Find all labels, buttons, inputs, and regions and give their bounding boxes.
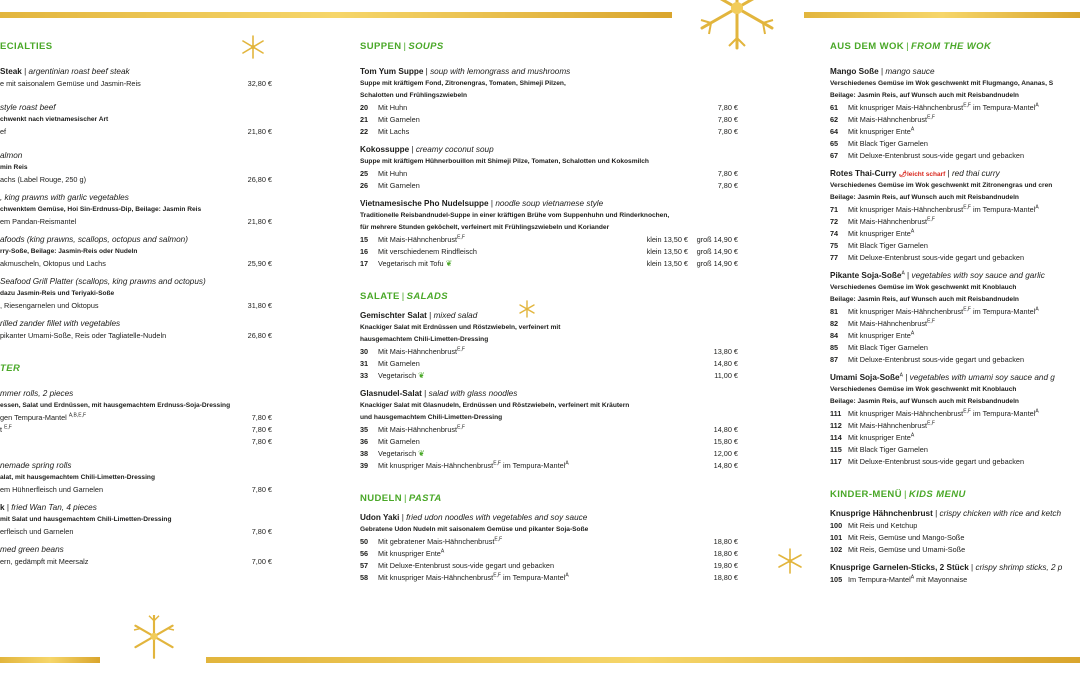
price-row: t $^{E,F}$ 7,80 €	[0, 424, 272, 434]
section-heading-salads: SALATE | SALADS	[360, 291, 449, 302]
dish-title: almon	[0, 151, 23, 160]
gold-bar-bottom-left	[0, 657, 100, 663]
dish-title: k | fried Wan Tan, 4 pieces	[0, 503, 97, 512]
dish-description: Beilage: Jasmin Reis, auf Wunsch auch mit Reisbandnudeln	[830, 92, 1019, 99]
menu-row: 101 Mit Reis, Gemüse und Mango-Soße	[830, 533, 965, 542]
dish-title: Vietnamesische Pho Nudelsuppe | noodle soup vietnamese style	[360, 199, 604, 208]
menu-row: 105 Im Tempura-Mantel$^A$ mit Mayonnaise	[830, 574, 968, 584]
dish-description: dazu Jasmin-Reis und Teriyaki-Soße	[0, 290, 115, 297]
dish-description: min Reis	[0, 164, 28, 171]
section-heading-specialties: ECIALTIES	[0, 41, 53, 52]
dish-description: alat, mit hausgemachtem Chili-Limetten-Dressing	[0, 474, 155, 481]
vegetarian-leaf-icon: ❦	[445, 259, 453, 268]
dish-description: Verschiedenes Gemüse im Wok geschwenkt mit Knoblauch	[830, 284, 1017, 291]
menu-row: 102 Mit Reis, Gemüse und Umami-Soße	[830, 545, 966, 554]
menu-row: 65 Mit Black Tiger Garnelen	[830, 139, 928, 148]
price-row: 56 Mit knuspriger Ente$^A$ 18,80 €	[360, 548, 738, 558]
dish-title: style roast beef	[0, 103, 56, 112]
menu-row: 75 Mit Black Tiger Garnelen	[830, 241, 928, 250]
dish-description: hausgemachtem Chili-Limetten-Dressing	[360, 336, 489, 343]
price-row: 36 Mit Garnelen 15,80 €	[360, 437, 738, 446]
dish-title: Knusprige Garnelen-Sticks, 2 Stück | crispy shrimp sticks, 2 p	[830, 563, 1063, 572]
price-row: 17 Vegetarisch mit Tofu ❦ klein 13,50 € groß 14,90 €	[360, 259, 738, 268]
dish-description: und hausgemachtem Chili-Limetten-Dressing	[360, 414, 503, 421]
dish-description: mit Salat und hausgemachtem Chili-Limetten-Dressing	[0, 516, 172, 523]
price-row: 50 Mit gebratener Mais-Hähnchenbrust$^{E,F}$ 18,80 €	[360, 536, 738, 546]
menu-row: 117 Mit Deluxe-Entenbrust sous-vide gegart und gebacken	[830, 457, 1025, 466]
gold-bar-top-left	[0, 12, 672, 18]
menu-column-middle	[360, 40, 738, 584]
dish-title: nemade spring rolls	[0, 461, 72, 470]
price-row: erfleisch und Garnelen 7,80 €	[0, 527, 272, 536]
price-row: pikanter Umami-Soße, Reis oder Tagliatelle-Nudeln 26,80 €	[0, 331, 272, 340]
menu-row: 115 Mit Black Tiger Garnelen	[830, 445, 928, 454]
price-row: 16 Mit verschiedenem Rindfleisch klein 13,50 € groß 14,90 €	[360, 247, 738, 256]
dish-title: Udon Yaki | fried udon noodles with vegetables and soy sauce	[360, 513, 588, 522]
section-heading-soups: SUPPEN | SOUPS	[360, 41, 444, 52]
section-heading-starters: TER	[0, 363, 21, 374]
section-heading-wok: AUS DEM WOK | FROM THE WOK	[830, 41, 992, 52]
menu-row: 85 Mit Black Tiger Garnelen	[830, 343, 928, 352]
dish-title: , king prawns with garlic vegetables	[0, 193, 129, 202]
menu-row: 74 Mit knuspriger Ente$^A$	[830, 228, 915, 238]
price-row: 31 Mit Garnelen 14,80 €	[360, 359, 738, 368]
price-row: achs (Label Rouge, 250 g) 26,80 €	[0, 175, 272, 184]
price-row: em Hühnerfleisch und Garnelen 7,80 €	[0, 485, 272, 494]
price-row: gen Tempura-Mantel $^{A,B,E,F}$ 7,80 €	[0, 412, 272, 422]
menu-row: 71 Mit knuspriger Mais-Hähnchenbrust$^{E,F}$ im Tempura-Mantel$^A$	[830, 204, 1039, 214]
menu-row: 61 Mit knuspriger Mais-Hähnchenbrust$^{E,F}$ im Tempura-Mantel$^A$	[830, 102, 1039, 112]
price-row: 26 Mit Garnelen 7,80 €	[360, 181, 738, 190]
gold-bar-bottom-right	[206, 657, 1080, 663]
dish-description: Schalotten und Frühlingszwiebeln	[360, 92, 467, 99]
price-row: 33 Vegetarisch ❦ 11,00 €	[360, 371, 738, 380]
dish-title: rilled zander fillet with vegetables	[0, 319, 121, 328]
menu-column-left	[0, 40, 272, 568]
snowflake-icon-right	[776, 547, 804, 575]
dish-title: Steak | argentinian roast beef steak	[0, 67, 130, 76]
dish-description: Verschiedenes Gemüse im Wok geschwenkt mit Zitronengras und cren	[830, 182, 1053, 189]
dish-title: Mango Soße | mango sauce	[830, 67, 935, 76]
price-row: 38 Vegetarisch ❦ 12,00 €	[360, 449, 738, 458]
dish-title: Tom Yum Suppe | soup with lemongrass and mushrooms	[360, 67, 571, 76]
dish-description: Knackiger Salat mit Glasnudeln, Erdnüssen und Röstzwiebeln, verfeinert mit Kräutern	[360, 402, 630, 409]
price-row: 58 Mit knuspriger Mais-Hähnchenbrust$^{E,F}$ im Tempura-Mantel$^A$ 18,80 €	[360, 572, 738, 582]
dish-description: rry-Soße, Beilage: Jasmin-Reis oder Nudeln	[0, 248, 138, 255]
price-row: ef 21,80 €	[0, 127, 272, 136]
dish-title: Kokossuppe | creamy coconut soup	[360, 145, 494, 154]
dish-description: Beilage: Jasmin Reis, auf Wunsch auch mit Reisbandnudeln	[830, 398, 1019, 405]
snowflake-icon-bottom-left	[112, 615, 196, 675]
dish-description: Knackiger Salat mit Erdnüssen und Röstzwiebeln, verfeinert mit	[360, 324, 561, 331]
dish-title: Seafood Grill Platter (scallops, king prawns and octopus)	[0, 277, 206, 286]
dish-title: afoods (king prawns, scallops, octopus and salmon)	[0, 235, 188, 244]
price-row: 21 Mit Garnelen 7,80 €	[360, 115, 738, 124]
dish-description: Suppe mit kräftigem Fond, Zitronengras, Tomaten, Shimeji Pilzen,	[360, 80, 566, 87]
dish-description: Gebratene Udon Nudeln mit saisonalem Gemüse und pikanter Soja-Soße	[360, 526, 589, 533]
menu-row: 111 Mit knuspriger Mais-Hähnchenbrust$^{E,F}$ im Tempura-Mantel$^A$	[830, 408, 1039, 418]
price-row: 39 Mit knuspriger Mais-Hähnchenbrust$^{E,F}$ im Tempura-Mantel$^A$ 14,80 €	[360, 460, 738, 470]
price-row: 7,80 €	[251, 437, 272, 446]
menu-row: 100 Mit Reis und Ketchup	[830, 521, 918, 530]
section-heading-kids: KINDER-MENÜ | KIDS MENU	[830, 489, 966, 500]
menu-row: 84 Mit knuspriger Ente$^A$	[830, 330, 915, 340]
dish-description: Verschiedenes Gemüse im Wok geschwenkt mit Knoblauch	[830, 386, 1017, 393]
menu-row: 67 Mit Deluxe-Entenbrust sous-vide gegart und gebacken	[830, 151, 1025, 160]
dish-description: chwenkt nach vietnamesischer Art	[0, 116, 109, 123]
price-row: 15 Mit Mais-Hähnchenbrust$^{E,F}$ klein 13,50 € groß 14,90 €	[360, 234, 738, 244]
vegetarian-leaf-icon: ❦	[418, 449, 425, 458]
dish-description: Suppe mit kräftigem Hühnerbouillon mit Shimeji Pilze, Tomaten, Schalotten und Kokosmilch	[360, 158, 649, 165]
chili-icon: 🌶	[898, 171, 907, 178]
price-row: 22 Mit Lachs 7,80 €	[360, 127, 738, 136]
menu-row: 62 Mit Mais-Hähnchenbrust$^{E,F}$	[830, 114, 935, 124]
dish-title: mmer rolls, 2 pieces	[0, 389, 74, 398]
menu-row: 82 Mit Mais-Hähnchenbrust$^{E,F}$	[830, 318, 935, 328]
menu-row: 112 Mit Mais-Hähnchenbrust$^{E,F}$	[830, 420, 935, 430]
dish-title: Knusprige Hähnchenbrust | crispy chicken with rice and ketch	[830, 509, 1061, 518]
dish-description: essen, Salat und Erdnüssen, mit hausgemachtem Erdnuss-Soja-Dressing	[0, 402, 231, 409]
dish-description: Verschiedenes Gemüse im Wok geschwenkt mit Flugmango, Ananas, S	[830, 80, 1054, 87]
dish-description: Traditionelle Reisbandnudel-Suppe in einer kräftigen Brühe vom Suppenhuhn und Rinderknochen,	[360, 212, 670, 219]
menu-row: 64 Mit knuspriger Ente$^A$	[830, 126, 915, 136]
section-heading-pasta: NUDELN | PASTA	[360, 493, 442, 504]
dish-title: Rotes Thai-Curry 🌶leicht scharf | red thai curry	[830, 169, 1000, 178]
price-row: akmuscheln, Oktopus und Lachs 25,90 €	[0, 259, 272, 268]
menu-row: 72 Mit Mais-Hähnchenbrust$^{E,F}$	[830, 216, 935, 226]
dish-title: Umami Soja-Soße$^A$ | vegetables with umami soy sauce and g	[830, 372, 1055, 382]
dish-description: Beilage: Jasmin Reis, auf Wunsch auch mit Reisbandnudeln	[830, 194, 1019, 201]
dish-description: Beilage: Jasmin Reis, auf Wunsch auch mit Reisbandnudeln	[830, 296, 1019, 303]
dish-title: Glasnudel-Salat | salad with glass noodles	[360, 389, 518, 398]
menu-row: 87 Mit Deluxe-Entenbrust sous-vide gegart und gebacken	[830, 355, 1025, 364]
dish-description: chwenktem Gemüse, Hoi Sin-Erdnuss-Dip, Beilage: Jasmin Reis	[0, 206, 202, 213]
price-row: em Pandan-Reismantel 21,80 €	[0, 217, 272, 226]
dish-description: für mehrere Stunden geköchelt, verfeinert mit Frühlingszwiebeln und Koriander	[360, 224, 610, 231]
vegetarian-leaf-icon: ❦	[418, 371, 425, 380]
price-row: 30 Mit Mais-Hähnchenbrust$^{E,F}$ 13,80 €	[360, 346, 738, 356]
gold-bar-top-right	[804, 12, 1080, 18]
price-row: , Riesengarnelen und Oktopus 31,80 €	[0, 301, 272, 310]
dish-title: Pikante Soja-Soße$^A$ | vegetables with soy sauce and garlic	[830, 270, 1045, 280]
menu-row: 77 Mit Deluxe-Entenbrust sous-vide gegart und gebacken	[830, 253, 1025, 262]
price-row: ern, gedämpft mit Meersalz 7,00 €	[0, 557, 272, 566]
price-row: e mit saisonalem Gemüse und Jasmin-Reis 32,80 €	[0, 79, 272, 88]
price-row: 25 Mit Huhn 7,80 €	[360, 169, 738, 178]
menu-column-right	[830, 40, 1080, 586]
price-row: 20 Mit Huhn 7,80 €	[360, 103, 738, 112]
dish-title: Gemischter Salat | mixed salad	[360, 311, 478, 320]
price-row: 57 Mit Deluxe-Entenbrust sous-vide gegart und gebacken 19,80 €	[360, 561, 738, 570]
dish-title: med green beans	[0, 545, 64, 554]
menu-row: 81 Mit knuspriger Mais-Hähnchenbrust$^{E,F}$ im Tempura-Mantel$^A$	[830, 306, 1039, 316]
price-row: 35 Mit Mais-Hähnchenbrust$^{E,F}$ 14,80 €	[360, 424, 738, 434]
menu-row: 114 Mit knuspriger Ente$^A$	[830, 432, 915, 442]
